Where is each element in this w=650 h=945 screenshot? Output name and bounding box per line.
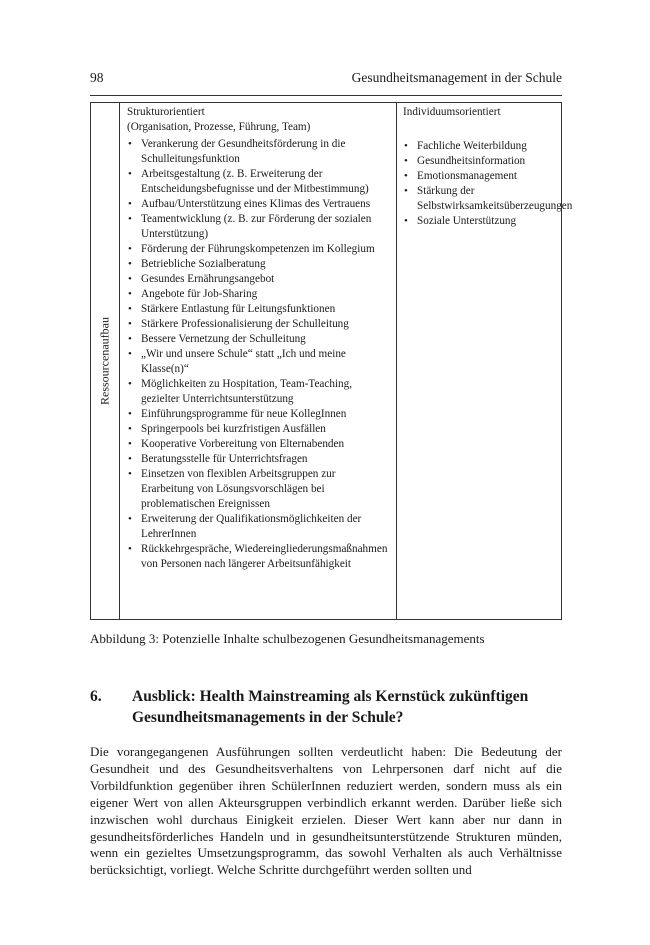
structure-heading-line1: Strukturorientiert [127,106,205,118]
bullet-icon: • [128,213,132,225]
list-item-text: Springerpools bei kurzfristigen Ausfällen [141,423,326,435]
list-item-text: Stärkere Entlastung für Leitungsfunktionen [141,303,336,315]
bullet-icon: • [128,438,132,450]
list-item-text: Fachliche Weiterbildung [417,140,527,152]
list-item [127,332,391,347]
header-rule [90,95,562,96]
bullet-icon: • [128,273,132,285]
list-item [127,407,391,422]
bullet-icon: • [128,468,132,480]
bullet-icon: • [404,140,408,152]
list-item [127,452,391,467]
bullet-icon: • [128,303,132,315]
list-item-text: Betriebliche Sozialberatung [141,258,266,270]
bullet-icon: • [128,318,132,330]
body-paragraph: Die vorangegangenen Ausführungen sollten verdeutlicht haben: Die Bedeutung der Gesundheit und des Gesundheitsverhaltens von Lehrpersonen darf nicht auf die Vorbildfunktion gegenüber ihren SchülerInnen reduziert werden, sondern muss als ein eigener Wert von allen Akteursgruppen verbindlich erkannt werden. Darüber ließe sich inzwischen wohl durchaus Einigkeit erzielen. Dieser Wert kann aber nur dann in gesundheitsförderliches Handeln und in gesundheitsunterstützende Strukturen münden, wenn ein gezieltes Umsetzungsprogramm, das sowohl Verhalten als auch Verhältnisse berücksichtigt, vorliegt. Welche Schritte durchgeführt werden sollten und [90,744,562,878]
side-label: Ressourcenaufbau [97,317,112,405]
bullet-icon: • [404,155,408,167]
list-item-text: Teamentwicklung (z. B. zur Förderung der sozialen Unterstützung) [141,213,372,240]
list-item-text: Gesundheitsinformation [417,155,526,167]
list-item [127,377,391,407]
list-item [127,467,391,512]
list-item-text: Emotionsmanagement [417,170,518,182]
list-item-text: Erweiterung der Qualifikationsmöglichkeiten der LehrerInnen [141,513,362,540]
figure-table [90,102,573,620]
running-title: Gesundheitsmanagement in der Schule [351,70,562,85]
list-item [127,437,391,452]
list-item-text: Gesundes Ernährungsangebot [141,273,275,285]
individual-list [403,139,573,229]
list-item-text: Stärkung der Selbstwirksamkeitsüberzeugungen [417,185,573,212]
list-item-text: Beratungsstelle für Unterrichtsfragen [141,453,308,465]
list-item [403,154,555,169]
bullet-icon: • [128,198,132,210]
bullet-icon: • [128,348,132,360]
bullet-icon: • [128,288,132,300]
bullet-icon: • [404,170,408,182]
list-item [403,184,573,214]
list-item-text: Arbeitsgestaltung (z. B. Erweiterung der Entscheidungsbefugnisse und der Mitbestimmung) [141,168,369,195]
list-item-text: „Wir und unsere Schule“ statt „Ich und meine Klasse(n)“ [141,348,346,375]
side-label-cell [91,103,120,619]
list-item [127,257,391,272]
list-item [127,197,391,212]
list-item [127,167,391,197]
section-title: Ausblick: Health Mainstreaming als Kernstück zukünftigen Gesundheitsmanagements in der Schule? [132,688,529,726]
list-item-text: Möglichkeiten zu Hospitation, Team-Teaching, gezielter Unterrichtsunterstützung [141,378,353,405]
list-item [127,422,391,437]
section-number: 6. [90,688,102,705]
column-divider [396,103,397,619]
list-item-text: Soziale Unterstützung [417,215,517,227]
list-item [127,512,391,542]
bullet-icon: • [128,333,132,345]
list-item-text: Förderung der Führungskompetenzen im Kollegium [141,243,375,255]
list-item-text: Kooperative Vorbereitung von Elternabenden [141,438,345,450]
list-item [403,139,555,154]
page-header [90,70,562,90]
bullet-icon: • [128,423,132,435]
figure-caption: Abbildung 3: Potenzielle Inhalte schulbezogenen Gesundheitsmanagements [90,631,485,646]
structure-heading-line2: (Organisation, Prozesse, Führung, Team) [127,121,311,133]
list-item-text: Aufbau/Unterstützung eines Klimas des Vertrauens [141,198,371,210]
bullet-icon: • [128,408,132,420]
bullet-icon: • [128,513,132,525]
bullet-icon: • [128,138,132,150]
bullet-icon: • [128,243,132,255]
structure-list [127,137,391,572]
bullet-icon: • [128,543,132,555]
list-item [127,212,391,242]
list-item-text: Angebote für Job-Sharing [141,288,258,300]
list-item-text: Rückkehrgespräche, Wiedereingliederungsmaßnahmen von Personen nach längerer Arbeitsunfähigkeit [141,543,388,570]
bullet-icon: • [128,168,132,180]
list-item [127,347,391,377]
list-item-text: Bessere Vernetzung der Schulleitung [141,333,306,345]
list-item [403,169,555,184]
individual-heading: Individuumsorientiert [403,106,501,118]
list-item [127,302,391,317]
list-item-text: Einsetzen von flexiblen Arbeitsgruppen zur Erarbeitung von Lösungsvorschlägen bei problematischen Ereignissen [141,468,336,510]
bullet-icon: • [128,258,132,270]
list-item [403,214,555,229]
list-item-text: Verankerung der Gesundheitsförderung in die Schulleitungsfunktion [141,138,346,165]
individual-column [403,105,573,229]
bullet-icon: • [404,185,408,197]
list-item [127,137,391,167]
bullet-icon: • [128,453,132,465]
list-item [127,317,391,332]
bullet-icon: • [128,378,132,390]
list-item [127,272,391,287]
list-item [127,242,391,257]
list-item-text: Stärkere Professionalisierung der Schulleitung [141,318,349,330]
list-item [127,542,391,572]
page-number: 98 [90,70,104,85]
list-item [127,287,391,302]
structure-column [127,105,391,572]
bullet-icon: • [404,215,408,227]
list-item-text: Einführungsprogramme für neue KollegInnen [141,408,347,420]
